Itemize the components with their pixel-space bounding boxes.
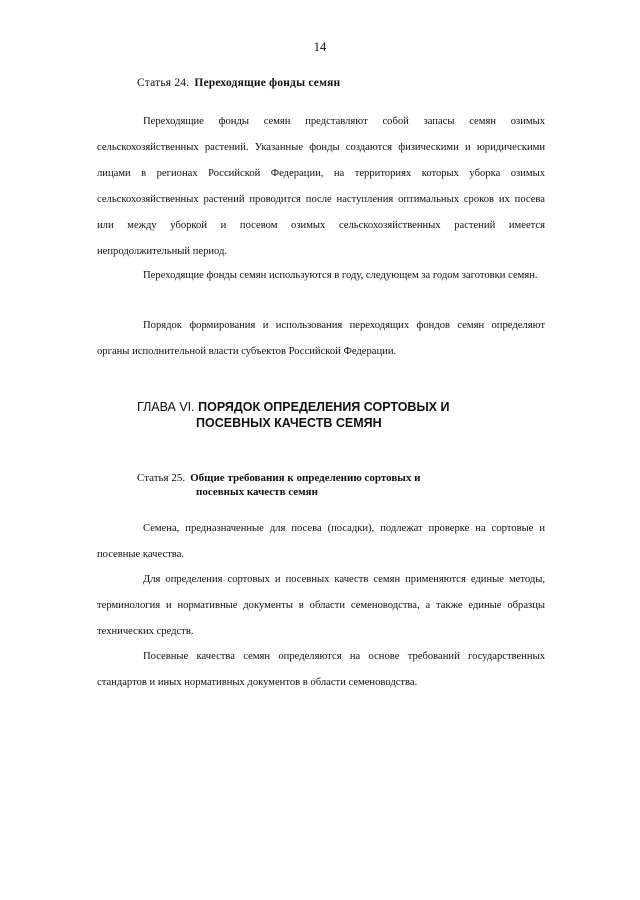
chapter-label: ГЛАВА VI. — [137, 400, 195, 414]
chapter-title-line-2: ПОСЕВНЫХ КАЧЕСТВ СЕМЯН — [196, 416, 382, 430]
article-25-paragraph-3: Посевные качества семян определяются на основе требований государственных стандартов и иных нормативных документов в области семеноводства. — [97, 651, 545, 688]
article-25-title-line-2: посевных качеств семян — [196, 486, 318, 498]
page-number: 14 — [313, 40, 327, 54]
article-25-paragraph-1: Семена, предназначенные для посева (посадки), подлежат проверке на сортовые и посевные качества. — [97, 523, 545, 560]
article-25-title-line-1: Общие требования к определению сортовых и — [190, 472, 421, 484]
article-24-label: Статья 24. — [137, 77, 190, 89]
article-25-heading — [137, 471, 420, 499]
article-24-title: Переходящие фонды семян — [194, 77, 341, 89]
article-24-heading — [137, 77, 340, 89]
article-24-paragraph-3: Порядок формирования и использования переходящих фондов семян определяют органы исполнительной власти субъектов Российской Федерации. — [97, 320, 545, 357]
article-25-paragraph-2: Для определения сортовых и посевных качеств семян применяются единые методы, терминология и нормативные документы в области семеноводства, а также единые образцы технических средств. — [97, 574, 545, 637]
chapter-heading — [137, 399, 449, 431]
chapter-title-line-1: ПОРЯДОК ОПРЕДЕЛЕНИЯ СОРТОВЫХ И — [198, 400, 450, 414]
article-24-paragraph-2: Переходящие фонды семян используются в году, следующем за годом заготовки семян. — [143, 270, 538, 281]
article-24-paragraph-1: Переходящие фонды семян представляют собой запасы семян озимых сельскохозяйственных растений. Указанные фонды создаются физическими и юридическими лицами в регионах Российской Федерации, на территориях которых уборка озимых сельскохозяйственных растений проводится после наступления оптимальных сроков их посева или между уборкой и посевом озимых сельскохозяйственных растений имеется непродолжительный период. — [97, 116, 545, 257]
article-25-label: Статья 25. — [137, 472, 186, 484]
